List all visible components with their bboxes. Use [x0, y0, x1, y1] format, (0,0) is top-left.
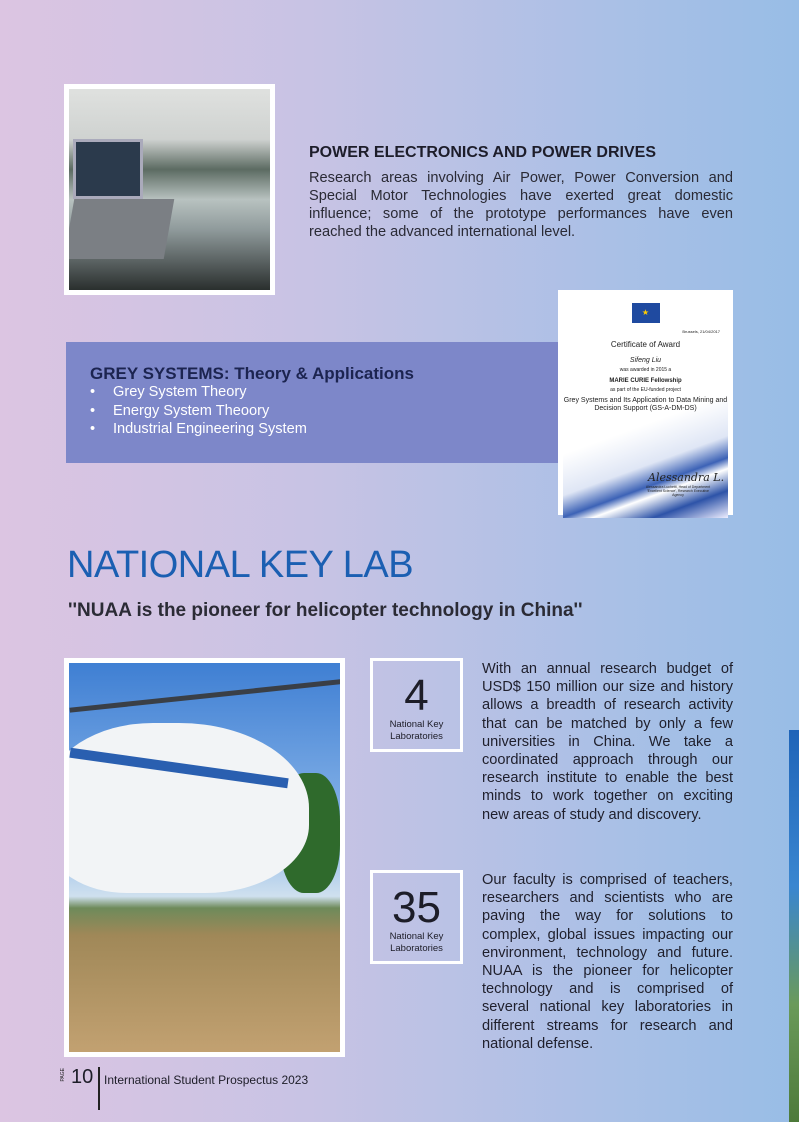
power-electronics-title: POWER ELECTRONICS AND POWER DRIVES — [309, 144, 656, 161]
research-paragraph: With an annual research budget of USD$ 150 million our size and history allows a breadth of research activity that can be matched by only a few universities in China. We take a coordinated approach through our research institute to enable the best minds to work together on exciting new areas of study and discovery. — [482, 661, 733, 823]
power-electronics-body: Research areas involving Air Power, Power Conversion and Special Motor Technologies have exerted great domestic influence; some of the prototype performances have even reached the advanced international level. — [309, 170, 733, 240]
edge-photo-strip — [789, 730, 799, 1122]
helicopter — [69, 723, 309, 893]
helicopter-photo — [64, 658, 345, 1057]
eu-flag-icon: ★ — [632, 303, 660, 323]
grey-systems-title: GREY SYSTEMS: Theory & Applications — [90, 364, 414, 383]
stat-box: 4 National Key Laboratories — [370, 658, 463, 752]
footer-divider — [98, 1067, 100, 1110]
footer-title: International Student Prospectus 2023 — [104, 1073, 309, 1087]
grey-systems-list — [90, 383, 307, 439]
stat-box: 35 National Key Laboratories — [370, 870, 463, 964]
page-label: PAGE — [60, 1068, 66, 1082]
list-item: • Industrial Engineering System — [90, 420, 307, 439]
faculty-paragraph: Our faculty is comprised of teachers, researchers and scientists who are paving the way for solutions to complex, global issues impacting our environment, technology and future. NUAA is the pioneer for helicopter technology and is comprised of several national key laboratories in different streams for research and national defense. — [482, 872, 733, 1052]
list-item: • Energy System Theoory — [90, 402, 307, 421]
lab-equipment-photo — [64, 84, 275, 295]
section-quote: ''NUAA is the pioneer for helicopter technology in China'' — [68, 600, 583, 621]
page-number: 10 — [71, 1066, 94, 1088]
list-item: • Grey System Theory — [90, 383, 307, 402]
section-heading: NATIONAL KEY LAB — [67, 544, 414, 586]
certificate-image: ★ Brussels, 21/04/2017 Certificate of Award Sifeng Liu was awarded in 2015 a MARIE CURIE Fellowship as part of the EU-funded project Grey Systems and Its Application to Data Mining and Decision Support (GS-A-DM-DS) Alessandra L. Alessandra Luchetti, Head of Department 'Excellent Science', Research Executive Agency — [558, 290, 733, 515]
laptop — [73, 139, 143, 199]
signature: Alessandra L. — [648, 471, 725, 484]
